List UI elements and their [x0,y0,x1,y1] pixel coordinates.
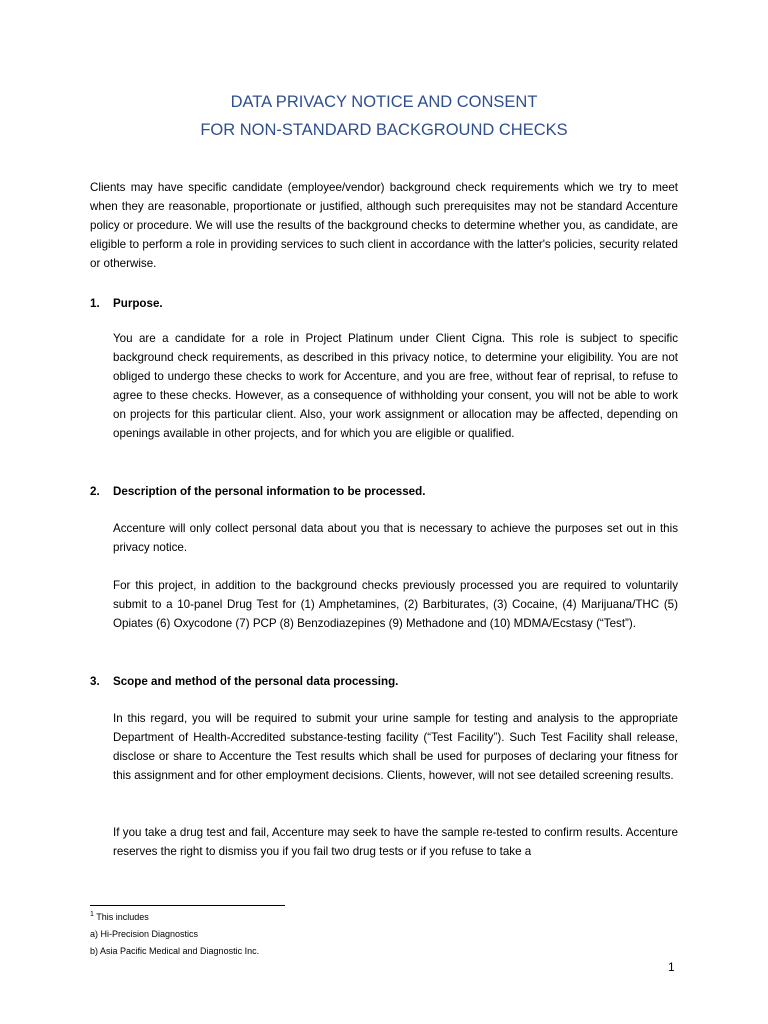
footnote-line-1 [90,910,149,924]
section-3-number: 3. [90,675,100,688]
section-2-paragraph-2: For this project, in addition to the background checks previously processed you are required to voluntarily submit to a 10-panel Drug Test for (1) Amphetamines, (2) Barbiturates, (3) Cocaine, (4) Marijuana/THC (5) Opiates (6) Oxycodone (7) PCP (8) Benzodiazepines (9) Methadone and (10) MDMA/Ecstasy (“Test”). [113,579,678,630]
footnote-marker: 1 [90,911,94,918]
footnote-text-1: This includes [93,912,149,922]
section-1-title: Purpose. [113,297,163,310]
intro-paragraph: Clients may have specific candidate (employee/vendor) background check requirements which we try to meet when they are reasonable, proportionate or justified, although such prerequisites may not be standard Accenture policy or procedure. We will use the results of the background checks to determine whether you, as candidate, are eligible to perform a role in providing services to such client in accordance with the latter's policies, security related or otherwise. [90,181,678,270]
footnote-separator [90,905,285,906]
section-1-heading [90,294,163,313]
section-3-title: Scope and method of the personal data processing. [113,675,399,688]
footnote-line-2: a) Hi-Precision Diagnostics [90,929,199,939]
section-2-paragraph-1: Accenture will only collect personal data about you that is necessary to achieve the purposes set out in this privacy notice. [113,522,678,554]
footnote-line-3: b) Asia Pacific Medical and Diagnostic Inc. [90,946,260,956]
section-1-paragraph-1: You are a candidate for a role in Project Platinum under Client Cigna. This role is subject to specific background check requirements, as described in this privacy notice, to determine your eligibility. You are not obliged to undergo these checks to work for Accenture, and you are free, without fear of reprisal, to refuse to agree to these checks. However, as a consequence of withholding your consent, you will not be able to work on projects for this particular client. Also, your work assignment or allocation may be affected, depending on openings available in other projects, and for which you are eligible or qualified. [113,332,678,440]
section-3-paragraph-1: In this regard, you will be required to submit your urine sample for testing and analysis to the appropriate Department of Health-Accredited substance-testing facility (“Test Facility”). Such Test Facility shall release, disclose or share to Accenture the Test results which shall be used for purposes of declaring your fitness for this assignment and for other employment decisions. Clients, however, will not see detailed screening results. [113,712,678,782]
title-line-1: DATA PRIVACY NOTICE AND CONSENT [230,93,538,111]
section-2-title: Description of the personal information to be processed. [113,485,426,498]
section-1-number: 1. [90,297,100,310]
section-2-heading [90,482,425,501]
document-title [0,88,768,144]
title-line-2: FOR NON-STANDARD BACKGROUND CHECKS [200,121,568,139]
section-3-heading [90,672,398,691]
section-2-number: 2. [90,485,100,498]
page-number: 1 [668,960,675,974]
section-3-paragraph-2: If you take a drug test and fail, Accenture may seek to have the sample re-tested to confirm results. Accenture reserves the right to dismiss you if you fail two drug tests or if you refuse to take a [113,826,678,858]
